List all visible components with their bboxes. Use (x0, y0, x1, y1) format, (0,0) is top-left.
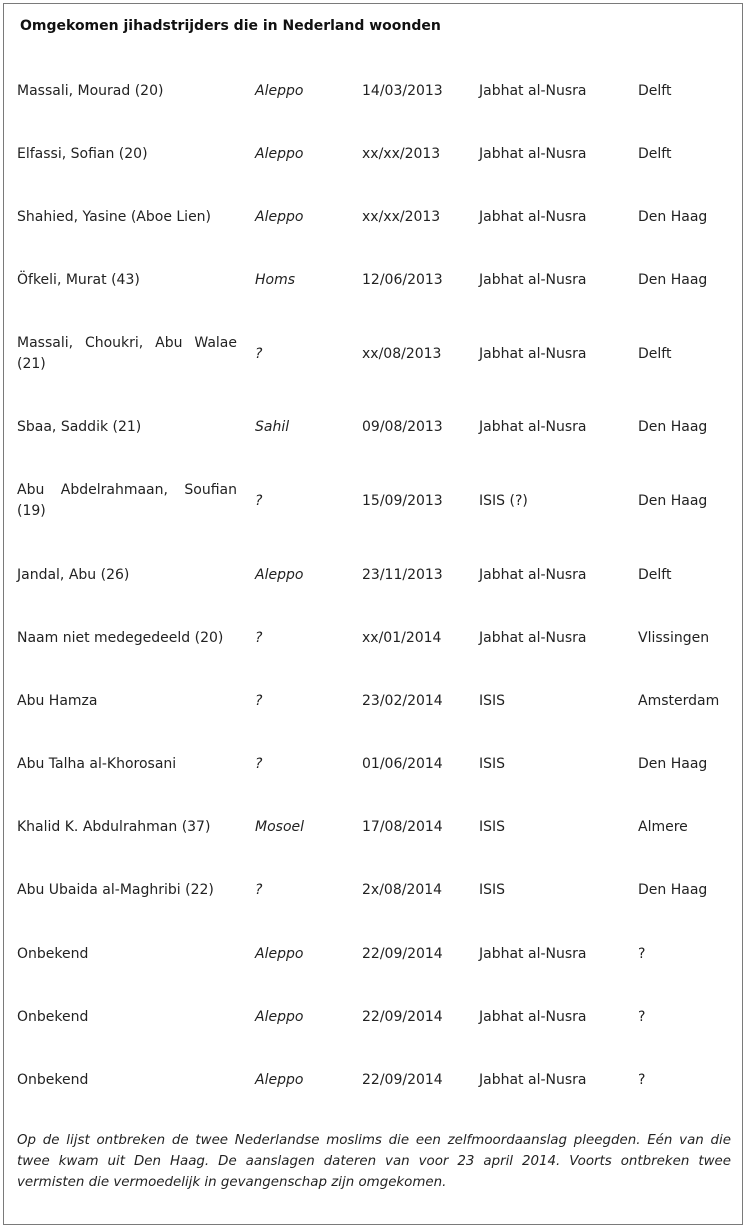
group: ISIS (479, 693, 506, 709)
location: Aleppo (255, 946, 304, 962)
footnote: Op de lijst ontbreken de twee Nederlandse moslims die een zelfmoordaanslag pleegden. Eén van die twee kwam uit Den Haag. De aanslagen dateren van voor 23 april 2014. Voorts ontbreken twee vermisten die vermoedelijk in gevangenschap zijn omgekomen. (17, 1133, 731, 1190)
group: ISIS (479, 819, 506, 835)
date: 22/09/2014 (362, 1009, 443, 1025)
location: ? (255, 693, 263, 709)
group: Jabhat al-Nusra (479, 83, 587, 99)
person-name: Abu Hamza (17, 693, 98, 709)
person-name: Massali, Choukri, Abu Walae (21) (17, 335, 237, 372)
group: Jabhat al-Nusra (479, 1072, 587, 1088)
date: 22/09/2014 (362, 1072, 443, 1088)
home-city: Delft (638, 146, 672, 162)
location: Aleppo (255, 567, 304, 583)
date: 22/09/2014 (362, 946, 443, 962)
group: Jabhat al-Nusra (479, 146, 587, 162)
home-city: Den Haag (638, 756, 708, 772)
date: 2x/08/2014 (362, 882, 443, 898)
location: ? (255, 493, 263, 509)
home-city: Den Haag (638, 419, 708, 435)
home-city: Delft (638, 83, 672, 99)
home-city: Den Haag (638, 493, 708, 509)
date: 12/06/2013 (362, 272, 443, 288)
group: Jabhat al-Nusra (479, 272, 587, 288)
date: 23/11/2013 (362, 567, 443, 583)
person-name: Elfassi, Sofian (20) (17, 146, 148, 162)
location: ? (255, 346, 263, 362)
group: Jabhat al-Nusra (479, 630, 587, 646)
group: Jabhat al-Nusra (479, 209, 587, 225)
location: ? (255, 756, 263, 772)
location: ? (255, 630, 263, 646)
person-name: Sbaa, Saddik (21) (17, 419, 142, 435)
home-city: Vlissingen (638, 630, 710, 646)
location: Mosoel (255, 819, 305, 835)
location: Aleppo (255, 83, 304, 99)
group: Jabhat al-Nusra (479, 946, 587, 962)
person-name: Abu Talha al-Khorosani (17, 756, 177, 772)
date: xx/01/2014 (362, 630, 442, 646)
home-city: ? (638, 946, 646, 962)
date: 17/08/2014 (362, 819, 443, 835)
date: xx/xx/2013 (362, 209, 441, 225)
home-city: Delft (638, 346, 672, 362)
person-name: Naam niet medegedeeld (20) (17, 630, 224, 646)
date: 09/08/2013 (362, 419, 443, 435)
location: Aleppo (255, 1072, 304, 1088)
person-name: Jandal, Abu (26) (17, 567, 130, 583)
home-city: Delft (638, 567, 672, 583)
home-city: Den Haag (638, 272, 708, 288)
home-city: Den Haag (638, 882, 708, 898)
date: 15/09/2013 (362, 493, 443, 509)
date: 14/03/2013 (362, 83, 443, 99)
person-name: Khalid K. Abdulrahman (37) (17, 819, 211, 835)
group: Jabhat al-Nusra (479, 567, 587, 583)
group: Jabhat al-Nusra (479, 419, 587, 435)
table-title: Omgekomen jihadstrijders die in Nederland woonden (20, 18, 441, 34)
location: Sahil (255, 419, 290, 435)
group: Jabhat al-Nusra (479, 346, 587, 362)
group: ISIS (479, 882, 506, 898)
location: ? (255, 882, 263, 898)
home-city: ? (638, 1072, 646, 1088)
person-name: Onbekend (17, 1072, 89, 1088)
home-city: ? (638, 1009, 646, 1025)
location: Aleppo (255, 146, 304, 162)
location: Aleppo (255, 209, 304, 225)
date: 23/02/2014 (362, 693, 443, 709)
person-name: Onbekend (17, 946, 89, 962)
home-city: Den Haag (638, 209, 708, 225)
date: xx/xx/2013 (362, 146, 441, 162)
article-box (3, 3, 743, 1225)
person-name: Onbekend (17, 1009, 89, 1025)
group: ISIS (?) (479, 493, 528, 509)
group: ISIS (479, 756, 506, 772)
person-name: Shahied, Yasine (Aboe Lien) (17, 209, 212, 225)
location: Homs (255, 272, 296, 288)
person-name: Öfkeli, Murat (43) (17, 272, 140, 288)
location: Aleppo (255, 1009, 304, 1025)
group: Jabhat al-Nusra (479, 1009, 587, 1025)
person-name: Abu Ubaida al-Maghribi (22) (17, 882, 214, 898)
home-city: Amsterdam (638, 693, 720, 709)
date: xx/08/2013 (362, 346, 442, 362)
person-name: Abu Abdelrahmaan, Soufian (19) (17, 482, 237, 519)
home-city: Almere (638, 819, 688, 835)
person-name: Massali, Mourad (20) (17, 83, 164, 99)
date: 01/06/2014 (362, 756, 443, 772)
